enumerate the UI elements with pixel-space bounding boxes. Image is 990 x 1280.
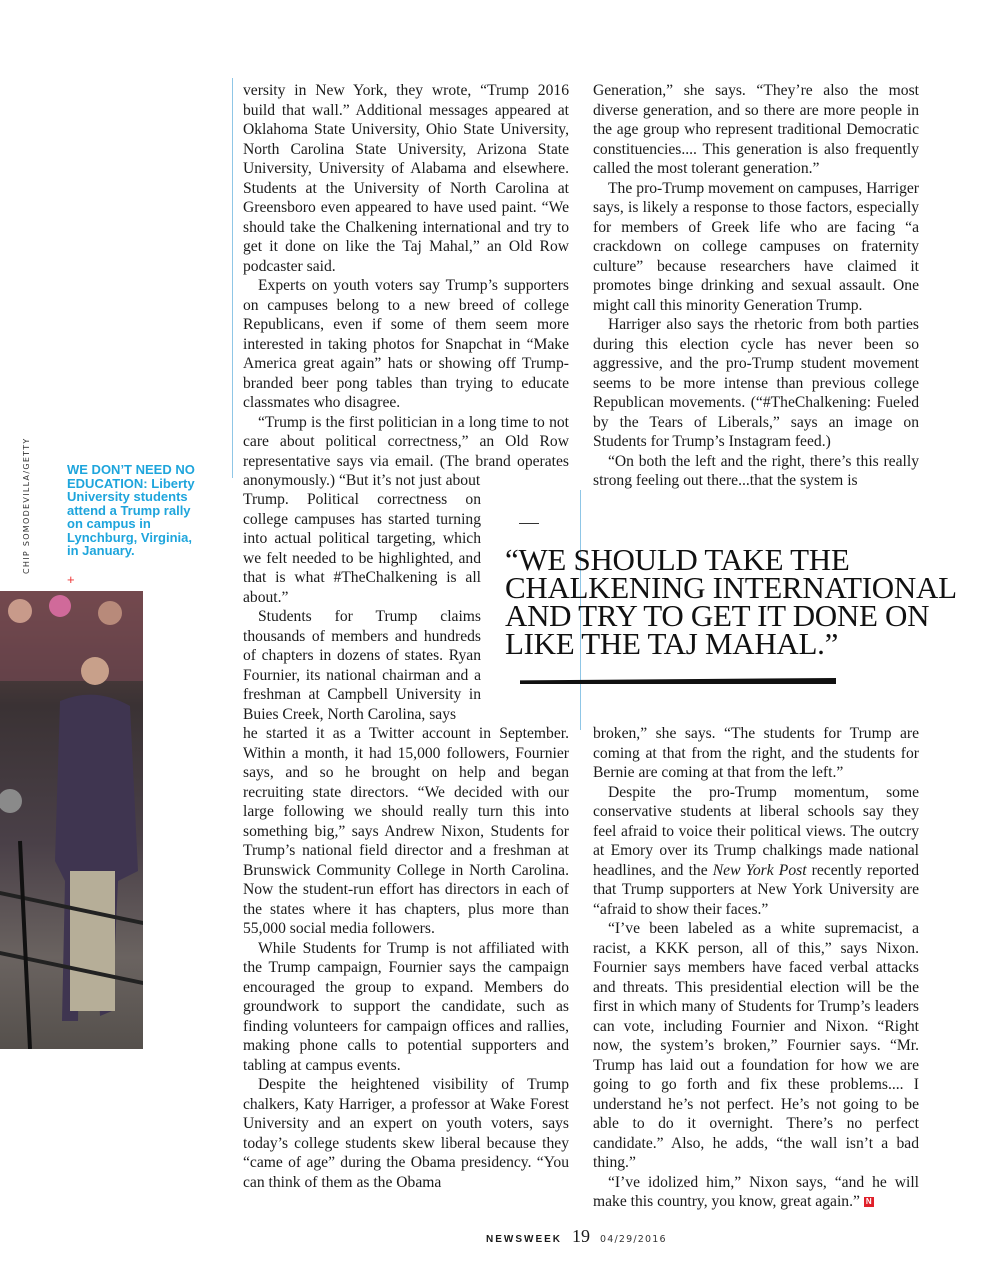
paragraph: The pro-Trump movement on campuses, Harriger says, is likely a response to those factors, especially for members of Greek life who are facing “a crackdown on college campuses on fraternity culture” because researchers have claimed it promotes binge drinking and sexual assault. One might call this minority Generation Trump. <box>593 179 919 314</box>
paragraph: While Students for Trump is not affiliated with the Trump campaign, Fournier says the campaign encouraged the group to expand. Members do groundwork to support the candidate, such as finding volunteers for campaign offices and rallies, making phone calls to potential supporters and tabling at campus events. <box>243 939 569 1074</box>
photo-caption <box>67 463 197 558</box>
caption-body: Liberty University students attend a Trump rally on campus in Lynchburg, Virginia, in January. <box>67 475 195 558</box>
text: “I’ve idolized him,” Nixon says, “and he will make this country, you know, great again.” <box>593 1173 919 1210</box>
end-mark-icon: N <box>864 1197 874 1207</box>
issue-date: 04/29/2016 <box>600 1234 667 1245</box>
rally-photo <box>0 591 143 1049</box>
paragraph: Despite the heightened visibility of Trump chalkers, Katy Harriger, a professor at Wake Forest University and an expert on youth voters, says today’s college students skew liberal because they “came of age” during the Obama presidency. “You can think of them as the Obama <box>243 1076 569 1191</box>
column-guide-line <box>232 78 233 478</box>
paragraph: “I’ve been labeled as a white supremacist, a racist, a KKK person, all of this,” says Nixon. Fournier says members have faced verbal attacks and threats. This presidential election will be the first in which many of Students for Trump’s leaders can vote, including Fournier and Nixon. “Right now, the system’s broken,” Fournier says. “Mr. Trump has laid out a foundation for how we are going to go forth and fix these problems.... I understand he’s not perfect. He’s not going to be able to do it overnight. There’s no perfect candidate.” Also, he adds, “the wall isn’t a bad thing.” <box>593 920 919 1171</box>
paragraph: broken,” she says. “The students for Trump are coming at that from the right, and the students for Bernie are coming at that from the left.” <box>593 725 919 781</box>
text: recently reported that Trump supporters at New York University are “afraid to show their faces.” <box>593 861 919 918</box>
pull-quote-bar <box>520 678 836 684</box>
paragraph: Trump. Political correctness on college campuses has started turning into actual political targeting, which we felt needed to be highlighted, and that is what #TheChalkening is all about.” <box>243 491 481 606</box>
caption-marker: + <box>67 572 75 587</box>
paragraph: Generation,” she says. “They’re also the most diverse generation, and so there are more people in the age group who represent traditional Democratic constituencies.... This generation is also frequently called the most tolerant generation.” <box>593 82 919 177</box>
paragraph: “Trump is the first politician in a long time to not care about political correctness,” an Old Row representative says via email. (The brand operates anonymously.) “But it’s not just about <box>243 413 569 489</box>
footer-brand: NEWSWEEK <box>486 1234 562 1245</box>
paragraph: versity in New York, they wrote, “Trump 2016 build that wall.” Additional messages appeared at Oklahoma State University, Ohio State University, North Carolina State University, Arizona State University, University of Alabama and elsewhere. Students at the University of North Carolina at Greensboro even appeared to have used paint. “We should take the Chalkening international and try to get it done on like the Taj Mahal,” an Old Row podcaster said. <box>243 82 569 275</box>
paragraph: Students for Trump claims thousands of members and hundreds of chapters in dozens of states. Ryan Fournier, its national chairman and a freshman at Campbell University in Buies Creek, North Carolina, says <box>243 608 481 723</box>
photo-credit: CHIP SOMODEVILLA/GETTY <box>22 437 31 574</box>
paragraph <box>593 1173 919 1212</box>
column-1-bottom <box>243 724 569 1192</box>
pull-quote-rule <box>519 523 539 524</box>
paragraph: he started it as a Twitter account in September. Within a month, it had 15,000 followers, Fournier says, and so he brought on help and began recruiting state directors. “We decided with our large following we should really turn this into something big,” says Andrew Nixon, Students for Trump’s national field director and a freshman at Brunswick Community College in North Carolina. Now the student-run effort has directors in each of the states where it has chapters, plus more than 55,000 social media followers. <box>243 725 569 937</box>
text: Despite the pro-Trump momentum, some conservative students at liberal schools say they feel afraid to voice their political views. The outcry at Emory over its Trump chalkings made national headlines, and the <box>593 783 919 879</box>
pull-quote: “WE SHOULD TAKE THE CHALKENING INTERNATIONAL AND TRY TO GET IT DONE ON LIKE THE TAJ MAHAL.” <box>505 542 956 661</box>
column-1-narrow <box>243 490 481 724</box>
column-1-top <box>243 81 569 491</box>
caption-title: WE DON’T NEED NO EDUCATION: <box>67 462 195 491</box>
page-number: 19 <box>572 1226 590 1246</box>
publication-name: New York Post <box>712 861 807 879</box>
paragraph: Experts on youth voters say Trump’s supporters on campuses belong to a new breed of college Republicans, even if some of them seem more interested in taking photos for Snapchat in “Make America great again” hats or showing off Trump-branded beer pong tables than trying to educate classmates who disagree. <box>243 277 569 411</box>
paragraph <box>593 783 919 920</box>
paragraph: “On both the left and the right, there’s this really strong feeling out there...that the system is <box>593 452 919 489</box>
paragraph: Harriger also says the rhetoric from both parties during this election cycle has never been so aggressive, and the pro-Trump student movement seems to be more intense than previous college Republican movements. (“#TheChalkening: Fueled by the Tears of Liberals,” says an image on Students for Trump’s Instagram feed.) <box>593 316 919 450</box>
column-2-bottom <box>593 724 919 1212</box>
column-2-top <box>593 81 919 491</box>
page-footer <box>486 1226 667 1247</box>
